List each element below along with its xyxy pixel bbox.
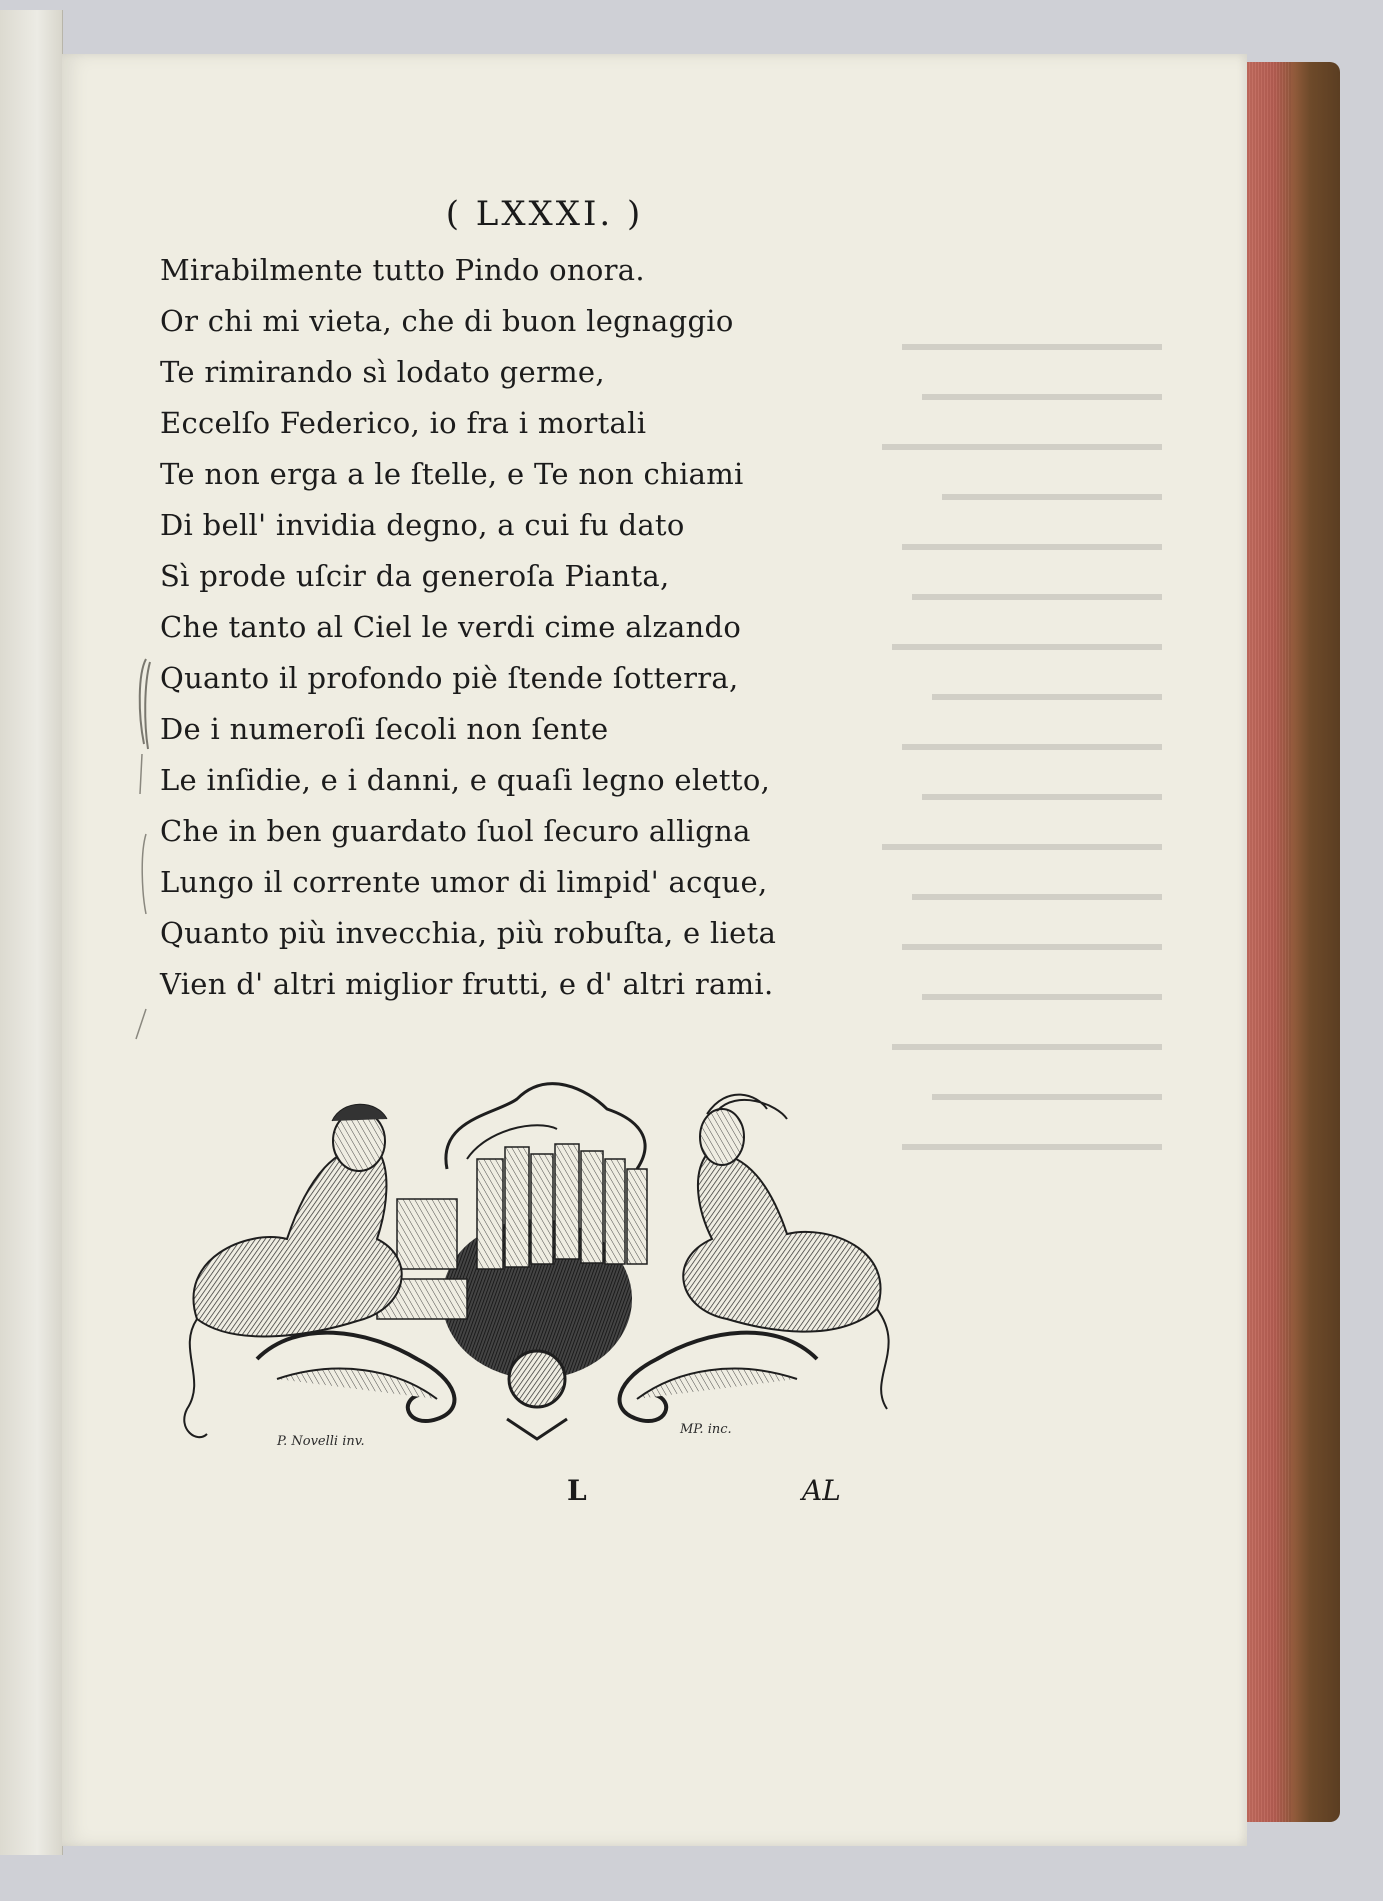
- signature-mark: L: [567, 1474, 587, 1507]
- verse-line: Che tanto al Ciel le verdi cime alzando: [160, 610, 742, 644]
- verse-line: Di bell' invidia degno, a cui fu dato: [160, 508, 685, 542]
- poem-verses: [160, 245, 880, 1010]
- pencil-bracket-mark: [132, 654, 152, 1044]
- engraver-credit-right: MP. inc.: [680, 1422, 732, 1437]
- book-fore-edge: [1240, 62, 1340, 1822]
- verse-line: Te non erga a le ſtelle, e Te non chiami: [160, 457, 744, 491]
- verse-line: Sì prode uſcir da generoſa Pianta,: [160, 559, 670, 593]
- verse-line: Mirabilmente tutto Pindo onora.: [160, 253, 645, 287]
- verse-line: Che in ben guardato ſuol ſecuro alligna: [160, 814, 751, 848]
- verse-line: Quanto più invecchia, più robuſta, e lieta: [160, 916, 777, 950]
- page-number: ( LXXXI. ): [445, 194, 644, 234]
- catchword: AL: [802, 1474, 841, 1507]
- verse-line: Quanto il profondo piè ſtende ſotterra,: [160, 661, 739, 695]
- verse-line: Or chi mi vieta, che di buon legnaggio: [160, 304, 734, 338]
- book-page: [62, 54, 1247, 1846]
- engraved-vignette-image: [137, 1059, 937, 1459]
- verse-line: De i numeroſi ſecoli non ſente: [160, 712, 609, 746]
- verse-line: Vien d' altri miglior frutti, e d' altri rami.: [160, 967, 774, 1001]
- verse-line: Te rimirando sì lodato germe,: [160, 355, 605, 389]
- verse-line: Eccelſo Federico, io fra i mortali: [160, 406, 647, 440]
- facing-page-edge: [0, 10, 63, 1855]
- verse-line: Le inſidie, e i danni, e quaſi legno eletto,: [160, 763, 771, 797]
- engraver-credit-left: P. Novelli inv.: [277, 1434, 365, 1449]
- verse-line: Lungo il corrente umor di limpid' acque,: [160, 865, 768, 899]
